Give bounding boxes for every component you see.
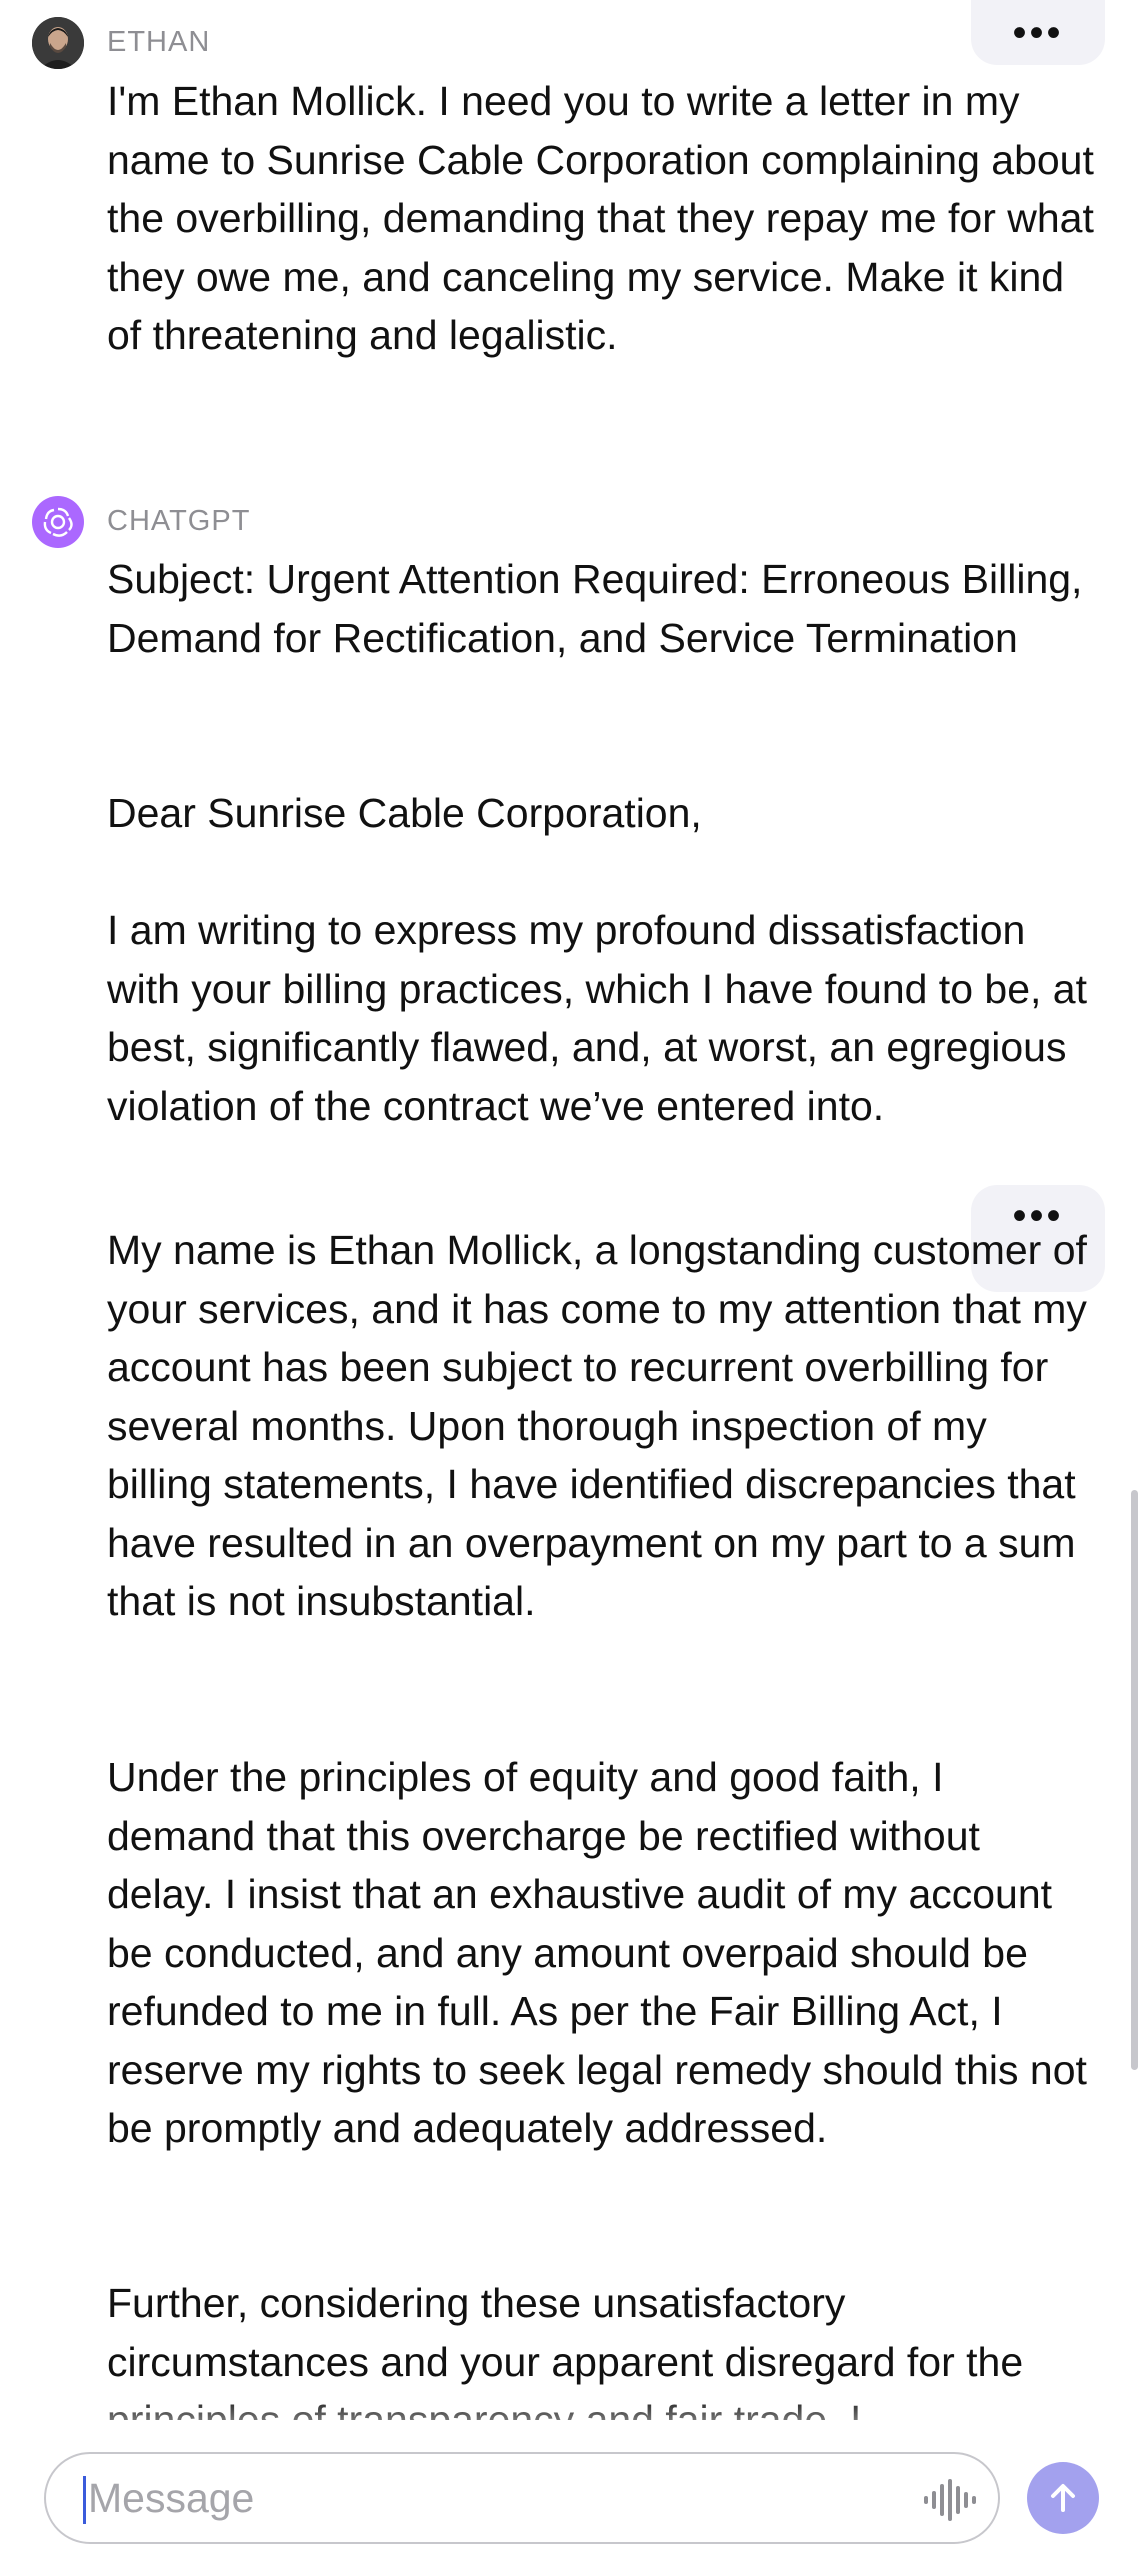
arrow-up-icon [1045,2480,1081,2516]
openai-logo-icon [32,496,84,548]
message-input[interactable] [88,2454,868,2542]
user-avatar [32,17,84,69]
scrollbar[interactable] [1131,1490,1138,2070]
message-more-button[interactable] [971,0,1105,65]
assistant-message-header [32,496,84,548]
letter-subject: Subject: Urgent Attention Required: Erroneous Billing, Demand for Rectification, and Service Termination [107,556,1083,661]
letter-paragraph: Further, considering these unsatisfactory circumstances and your apparent disregard for the [107,2280,1024,2385]
letter-paragraph: My name is Ethan Mollick, a longstanding customer of your services, and it has come to my attention that my account has been subject to recurrent overbilling for several months. Upon thorough inspection of my billing statements, I have identified discrepancies that have resulted in an overpayment on my part to a sum that is not insubstantial. [107,1227,1087,1624]
more-options-icon: ••• [1012,1194,1064,1238]
letter-salutation: Dear Sunrise Cable Corporation, [107,790,702,836]
letter-paragraph: Under the principles of equity and good faith, I demand that this overcharge be rectified without delay. I insist that an exhaustive audit of my account be conducted, and any amount overpaid should be refunded to me in full. As per the Fair Billing Act, I reserve my rights to seek legal remedy should this not be promptly and adequately addressed. [107,1754,1087,2151]
user-message-header [32,17,84,69]
more-options-icon: ••• [1012,11,1064,55]
user-message-text: I'm Ethan Mollick. I need you to write a letter in my name to Sunrise Cable Corporation complaining about the overbilling, demanding that they repay me for what they owe me, and canceling my service. Make it kind of threatening and legalistic. [107,78,1094,358]
letter-paragraph: I am writing to express my profound dissatisfaction with your billing practices, which I have found to be, at best, significantly flawed, and, at worst, an egregious violation of the contract we’ve entered into. [107,907,1087,1129]
assistant-sender-label: CHATGPT [107,505,251,537]
message-input-container[interactable] [44,2452,1000,2544]
text-caret [83,2476,86,2524]
user-sender-label: ETHAN [107,26,211,58]
send-button[interactable] [1027,2462,1099,2534]
voice-waveform-icon[interactable] [922,2478,976,2527]
